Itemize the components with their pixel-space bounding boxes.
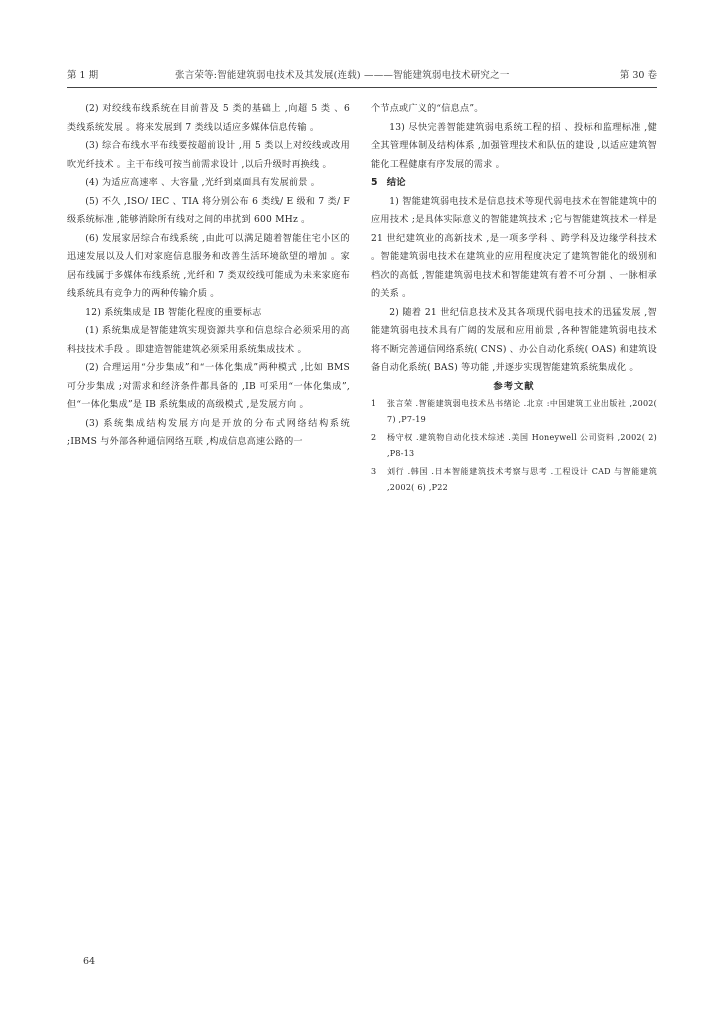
references-title: 参考文献 bbox=[493, 380, 535, 392]
paragraph: (2) 对绞线布线系统在目前普及 5 类的基础上 ,向超 5 类 、6 类线系统发展 。将来发展到 7 类线以适应多媒体信息传输 。 bbox=[67, 104, 350, 133]
paragraph: 2) 随着 21 世纪信息技术及其各项现代弱电技术的迅猛发展 ,智能建筑弱电技术具有广阔的发展和应用前景 ,各种智能建筑弱电技术将不断完善通信网络系统( CNS) 、办公自动化系统( OAS) 和建筑设备自动化系统( BAS) 等功能 ,并逐步实现智能建筑系统集成化 。 bbox=[371, 307, 657, 373]
reference-item bbox=[371, 464, 657, 495]
reference-list bbox=[371, 396, 657, 495]
paragraph: (3) 系统集成结构发展方向是开放的分布式网络结构系统 ;IBMS 与外部各种通信网络互联 ,构成信息高速公路的一 bbox=[67, 418, 350, 447]
volume-number: 第 30 卷 bbox=[619, 70, 657, 81]
reference-item bbox=[371, 430, 657, 461]
reference-number: 1 bbox=[371, 399, 377, 408]
page-number: 64 bbox=[83, 956, 96, 967]
subsection-heading: 12) 系统集成是 IB 智能化程度的重要标志 bbox=[85, 307, 262, 318]
issue-number: 第 1 期 bbox=[67, 70, 99, 81]
reference-item bbox=[371, 396, 657, 427]
paragraph: (4) 为适应高速率 、大容量 ,光纤到桌面具有发展前景 。 bbox=[85, 178, 321, 188]
section-title: 结论 bbox=[386, 177, 406, 188]
paragraph: 个节点或广义的“信息点”。 bbox=[371, 104, 484, 114]
paragraph: (2) 合理运用“分步集成”和“一体化集成”两种模式 ,比如 BMS 可分步集成 ;对需求和经济条件都具备的 ,IB 可采用“一体化集成”,但“一体化集成”是 IB 系统集成的高级模式 ,是发展方向 。 bbox=[67, 363, 350, 410]
reference-text: 刘行 .韩国 .日本智能建筑技术考察与思考 .工程设计 CAD 与智能建筑 ,2002( 6) ,P22 bbox=[387, 467, 657, 492]
section-number: 5 bbox=[371, 177, 378, 188]
paragraph: (3) 综合布线水平布线要按超前设计 ,用 5 类以上对绞线或改用吹光纤技术 。主干布线可按当前需求设计 ,以后升级时再换线 。 bbox=[67, 141, 350, 170]
paragraph: 1) 智能建筑弱电技术是信息技术等现代弱电技术在智能建筑中的应用技术 ;是具体实际意义的智能建筑技术 ;它与智能建筑技术一样是 21 世纪建筑业的高新技术 ,是一项多学科 、跨学科及边缘学科技术 。智能建筑弱电技术在建筑业的应用程度决定了建筑智能化的级别和档次的高低 ,智能建筑弱电技术和智能建筑有着不可分割 、一脉相承的关系 。 bbox=[371, 196, 657, 299]
paragraph: (1) 系统集成是智能建筑实现资源共享和信息综合必须采用的高科技技术手段 。即建造智能建筑必须采用系统集成技术 。 bbox=[67, 326, 350, 355]
left-column bbox=[67, 100, 350, 452]
running-header bbox=[67, 68, 657, 84]
reference-number: 2 bbox=[371, 433, 377, 442]
header-rule bbox=[67, 87, 657, 88]
section-heading bbox=[371, 174, 657, 193]
running-title: 张言荣等:智能建筑弱电技术及其发展(连载) ———智能建筑弱电技术研究之一 bbox=[175, 70, 510, 81]
paragraph: 13) 尽快完善智能建筑弱电系统工程的招 、投标和监理标准 ,健全其管理体制及结构体系 ,加强管理技术和队伍的建设 ,以适应建筑智能化工程健康有序发展的需求 。 bbox=[371, 122, 657, 170]
reference-text: 张言荣 .智能建筑弱电技术丛书绪论 .北京 :中国建筑工业出版社 ,2002( 7) ,P7-19 bbox=[387, 399, 657, 424]
reference-text: 杨守权 .建筑物自动化技术综述 .美国 Honeywell 公司资料 ,2002( 2) ,P8-13 bbox=[387, 433, 657, 458]
right-column bbox=[371, 100, 657, 498]
paragraph: (5) 不久 ,ISO/ IEC 、TIA 将分别公布 6 类线/ E 级和 7 类/ F 级系统标准 ,能够消除所有线对之间的串扰到 600 MHz 。 bbox=[67, 196, 350, 225]
paragraph: (6) 发展家居综合布线系统 ,由此可以满足随着智能住宅小区的迅速发展以及人们对家庭信息服务和改善生活环境欲望的增加 。家居布线属于多媒体布线系统 ,光纤和 7 类双绞线可能成为未来家庭布线系统具有竞争力的两种传输介质 。 bbox=[67, 233, 350, 299]
reference-number: 3 bbox=[371, 467, 377, 476]
